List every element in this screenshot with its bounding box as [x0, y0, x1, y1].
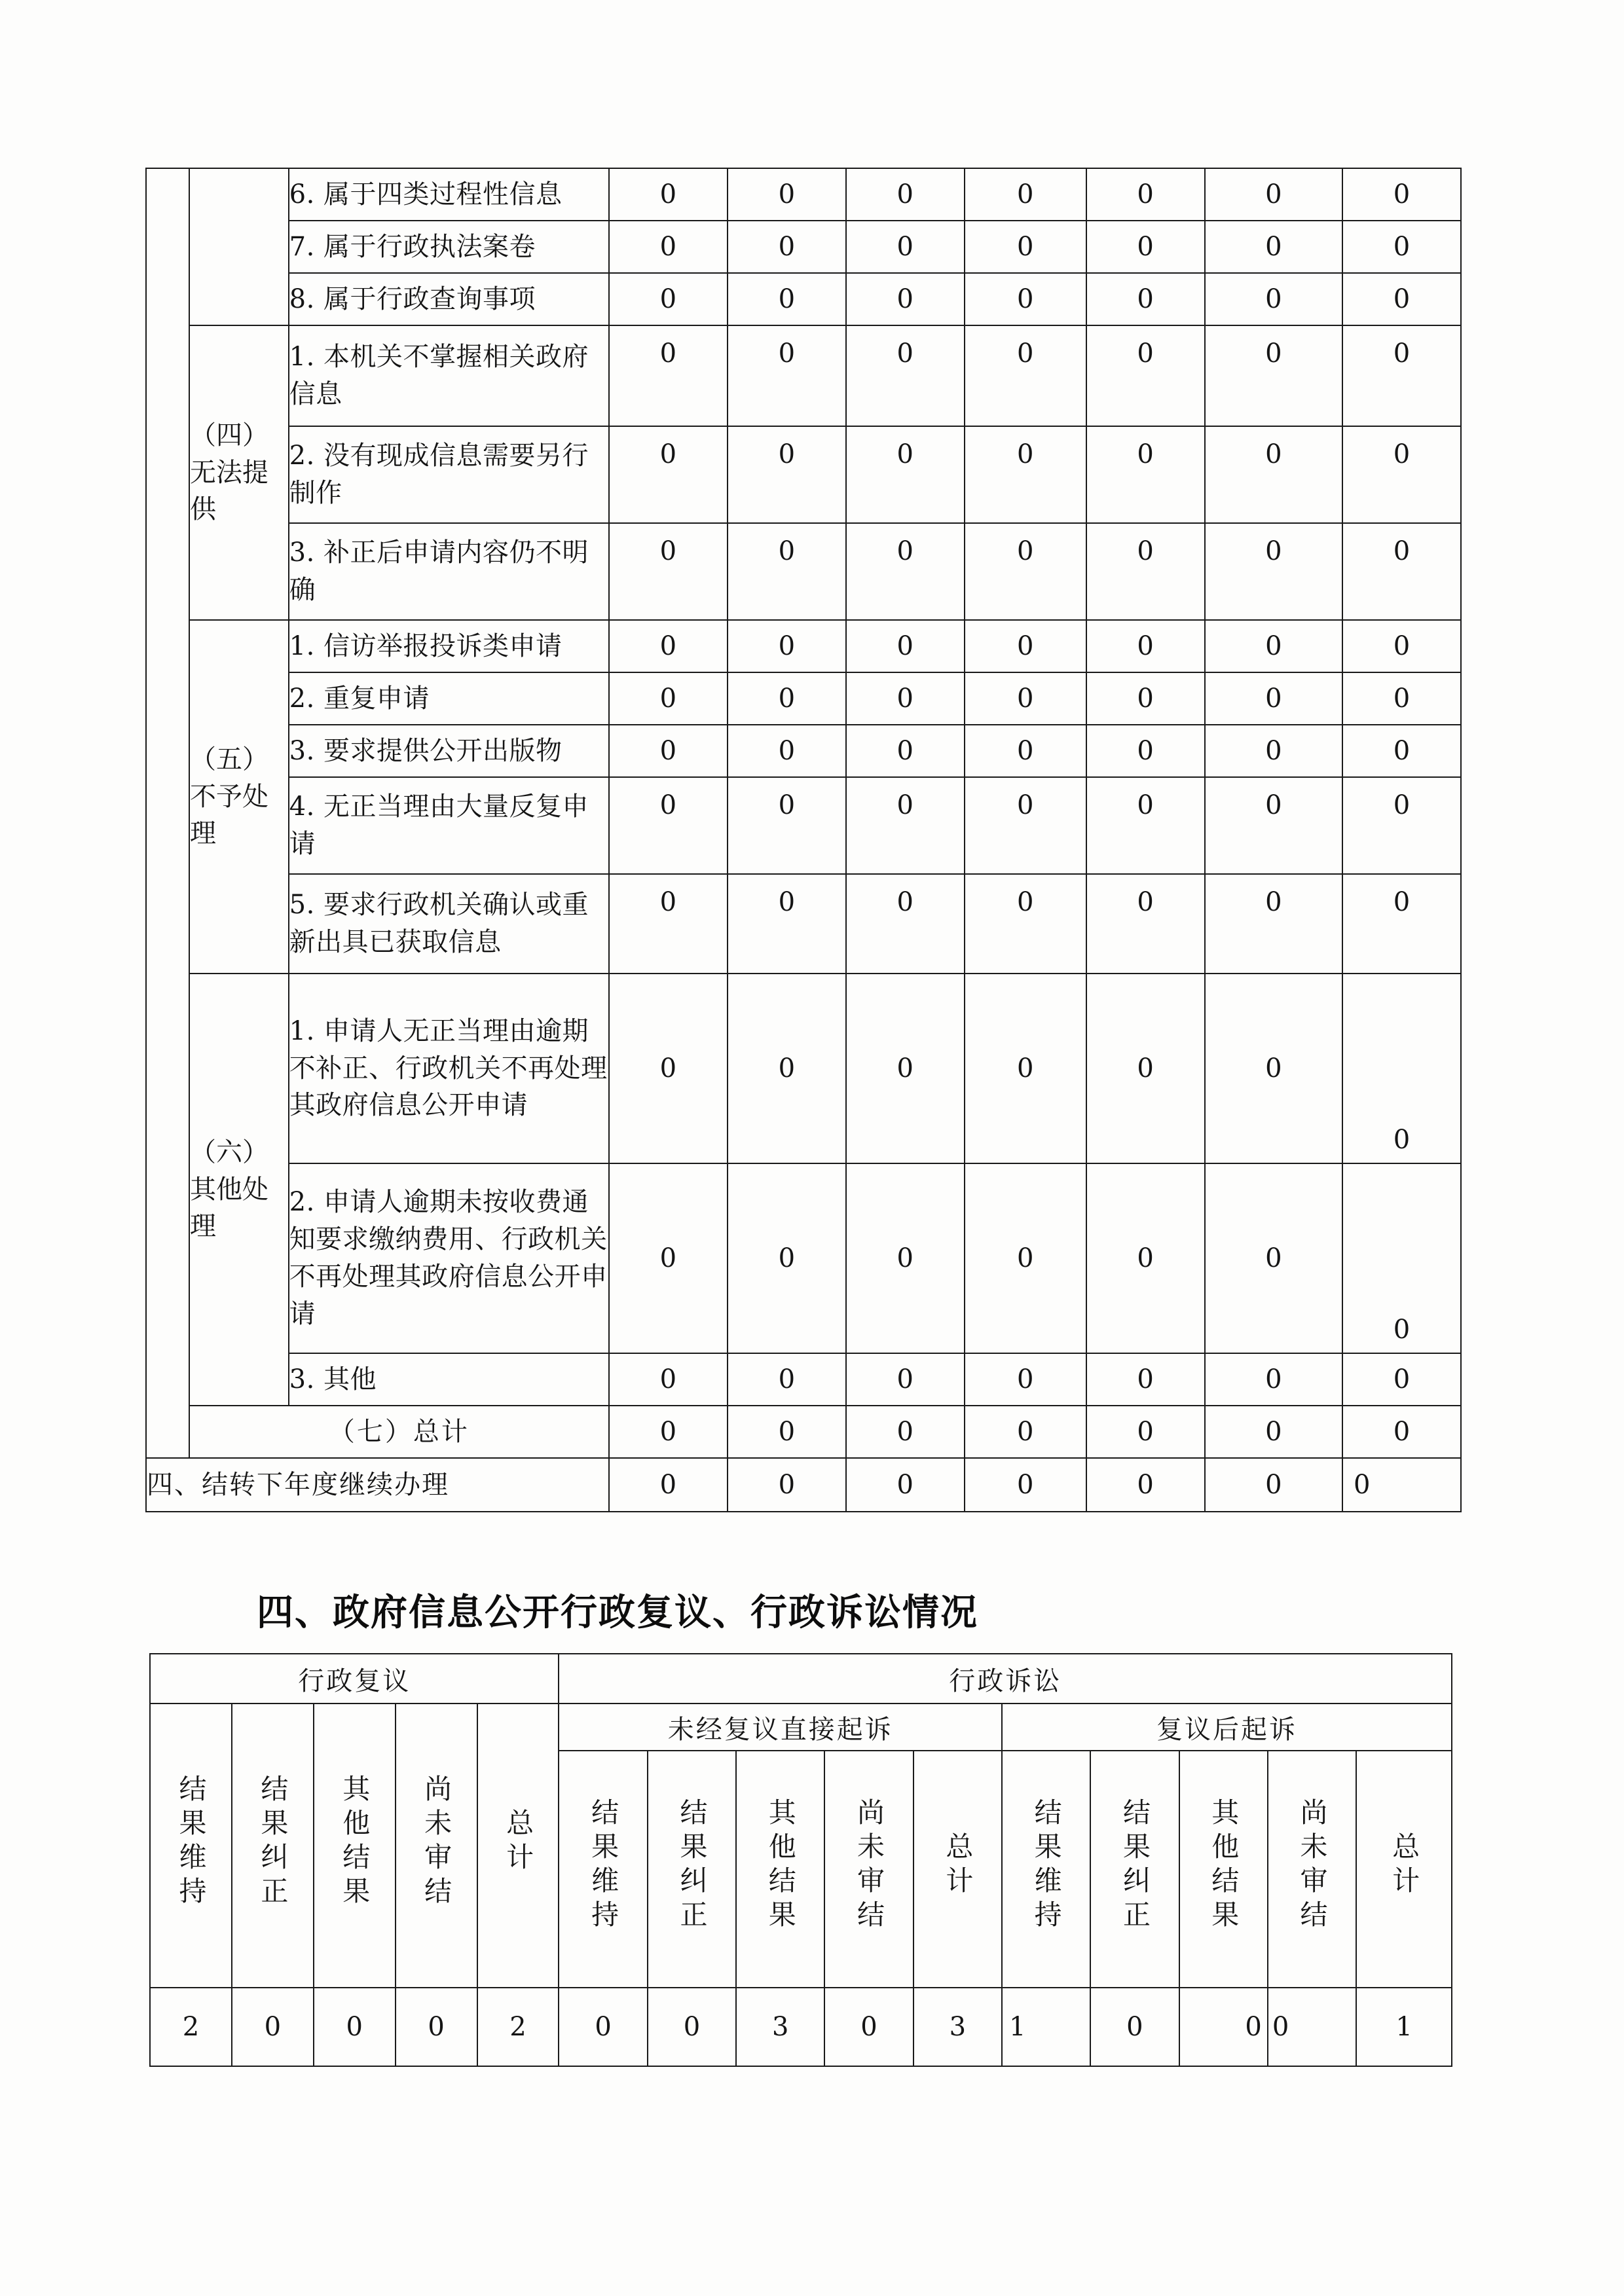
value-cell: 0 [1342, 1353, 1461, 1406]
value-cell: 0 [1342, 1163, 1461, 1353]
value-cell: 0 [1205, 325, 1342, 426]
request-handling-table-container [145, 168, 1462, 1512]
value-cell: 0 [965, 426, 1086, 523]
value-cell: 0 [1342, 1406, 1461, 1458]
value-cell: 0 [1342, 672, 1461, 725]
value-cell: 0 [1342, 325, 1461, 426]
value-cell: 0 [1086, 523, 1205, 620]
table-row-carryover [146, 1458, 1461, 1512]
value-cell: 2 [477, 1988, 559, 2066]
value-cell: 0 [846, 523, 965, 620]
value-cell: 0 [728, 1353, 846, 1406]
row-label: 1. 申请人无正当理由逾期不补正、行政机关不再处理其政府信息公开申请 [289, 974, 609, 1163]
value-cell: 0 [965, 1406, 1086, 1458]
value-cell: 0 [728, 874, 846, 974]
value-cell: 0 [728, 672, 846, 725]
value-cell: 0 [609, 1406, 728, 1458]
col-header-11: 结果纠正 [1090, 1751, 1179, 1988]
row-label: 5. 要求行政机关确认或重新出具已获取信息 [289, 874, 609, 974]
value-cell: 0 [1205, 777, 1342, 874]
value-cell: 0 [1086, 325, 1205, 426]
col-header-0: 结果维持 [150, 1704, 232, 1988]
row-label: 2. 申请人逾期未按收费通知要求缴纳费用、行政机关不再处理其政府信息公开申请 [289, 1163, 609, 1353]
value-cell: 3 [913, 1988, 1002, 2066]
value-cell: 0 [232, 1988, 314, 2066]
value-cell: 0 [1086, 1353, 1205, 1406]
value-cell: 0 [728, 221, 846, 273]
value-cell: 0 [965, 168, 1086, 221]
value-cell: 0 [1090, 1988, 1179, 2066]
value-cell: 0 [846, 426, 965, 523]
value-cell: 0 [728, 620, 846, 672]
table-row [146, 672, 1461, 725]
value-cell: 0 [846, 1163, 965, 1353]
row-label: 3. 补正后申请内容仍不明确 [289, 523, 609, 620]
value-cell: 1 [1002, 1988, 1090, 2066]
col-header-2: 其他结果 [314, 1704, 396, 1988]
value-cell: 0 [609, 1458, 728, 1512]
value-cell: 0 [609, 620, 728, 672]
value-cell: 0 [648, 1988, 736, 2066]
col-header-5: 结果维持 [559, 1751, 647, 1988]
col-header-13: 尚未审结 [1268, 1751, 1356, 1988]
value-cell: 0 [965, 273, 1086, 325]
value-cell: 0 [1205, 1353, 1342, 1406]
value-cell: 3 [736, 1988, 824, 2066]
group-header-reconsideration: 行政复议 [150, 1654, 559, 1704]
group-label-qitachuli: （六）其他处理 [189, 974, 289, 1406]
row-label-carryover: 四、结转下年度继续办理 [146, 1458, 609, 1512]
value-cell: 0 [846, 777, 965, 874]
value-cell: 0 [1205, 426, 1342, 523]
value-cell: 0 [965, 777, 1086, 874]
value-cell: 0 [609, 1163, 728, 1353]
value-cell: 0 [1086, 1406, 1205, 1458]
row-label: 8. 属于行政查询事项 [289, 273, 609, 325]
col-header-9: 总计 [913, 1751, 1002, 1988]
value-cell: 0 [965, 1163, 1086, 1353]
section-heading: 四、政府信息公开行政复议、行政诉讼情况 [257, 1592, 978, 1634]
col-header-4: 总计 [477, 1704, 559, 1988]
table-row [146, 974, 1461, 1163]
value-cell: 0 [728, 777, 846, 874]
value-cell: 0 [965, 221, 1086, 273]
value-cell: 0 [846, 1406, 965, 1458]
value-cell: 0 [609, 1353, 728, 1406]
value-cell: 0 [1086, 221, 1205, 273]
value-cell: 0 [1179, 1988, 1268, 2066]
value-cell: 0 [1205, 1163, 1342, 1353]
col-header-10: 结果维持 [1002, 1751, 1090, 1988]
value-cell: 0 [1086, 273, 1205, 325]
row-label: 2. 重复申请 [289, 672, 609, 725]
value-cell: 0 [1205, 974, 1342, 1163]
value-cell: 0 [1086, 777, 1205, 874]
value-cell: 0 [609, 426, 728, 523]
table-row [146, 1163, 1461, 1353]
table-sub-header-row [150, 1704, 1452, 1751]
value-cell: 1 [1356, 1988, 1452, 2066]
value-cell: 0 [609, 221, 728, 273]
outer-spine-cell [146, 168, 189, 1458]
value-cell: 0 [1342, 426, 1461, 523]
value-cell: 0 [559, 1988, 647, 2066]
value-cell: 0 [1086, 1163, 1205, 1353]
value-cell: 0 [824, 1988, 913, 2066]
value-cell: 0 [965, 325, 1086, 426]
sub-header-direct-litigation: 未经复议直接起诉 [559, 1704, 1001, 1751]
value-cell: 0 [965, 974, 1086, 1163]
value-cell: 0 [609, 168, 728, 221]
value-cell: 0 [1086, 672, 1205, 725]
row-label: 1. 本机关不掌握相关政府信息 [289, 325, 609, 426]
col-header-6: 结果纠正 [648, 1751, 736, 1988]
value-cell: 0 [1086, 725, 1205, 777]
value-cell: 0 [314, 1988, 396, 2066]
col-header-7: 其他结果 [736, 1751, 824, 1988]
table-row [146, 523, 1461, 620]
row-label: 1. 信访举报投诉类申请 [289, 620, 609, 672]
value-cell: 0 [1205, 168, 1342, 221]
value-cell: 0 [965, 874, 1086, 974]
value-cell: 0 [846, 1353, 965, 1406]
table-row [146, 221, 1461, 273]
group-label-buyuchuli: （五）不予处理 [189, 620, 289, 974]
row-label: 6. 属于四类过程性信息 [289, 168, 609, 221]
value-cell: 0 [846, 974, 965, 1163]
col-header-3: 尚未审结 [396, 1704, 477, 1988]
row-label: 4. 无正当理由大量反复申请 [289, 777, 609, 874]
value-cell: 0 [609, 672, 728, 725]
value-cell: 0 [1205, 672, 1342, 725]
value-cell: 0 [728, 1406, 846, 1458]
value-cell: 0 [609, 523, 728, 620]
value-cell: 0 [1342, 221, 1461, 273]
table-group-header-row [150, 1654, 1452, 1704]
value-cell: 0 [1205, 1406, 1342, 1458]
col-header-8: 尚未审结 [824, 1751, 913, 1988]
table-row [146, 325, 1461, 426]
col-header-1: 结果纠正 [232, 1704, 314, 1988]
value-cell: 0 [965, 672, 1086, 725]
value-cell: 0 [1086, 874, 1205, 974]
value-cell: 0 [728, 725, 846, 777]
value-cell: 0 [1342, 777, 1461, 874]
table-row [146, 725, 1461, 777]
value-cell: 0 [1342, 620, 1461, 672]
value-cell: 0 [846, 273, 965, 325]
table-row [146, 168, 1461, 221]
value-cell: 0 [1205, 221, 1342, 273]
table-row [146, 777, 1461, 874]
value-cell: 0 [965, 1353, 1086, 1406]
value-cell: 0 [609, 273, 728, 325]
value-cell: 0 [1086, 168, 1205, 221]
value-cell: 0 [396, 1988, 477, 2066]
value-cell: 0 [609, 725, 728, 777]
table-row [146, 620, 1461, 672]
group-header-litigation: 行政诉讼 [559, 1654, 1452, 1704]
value-cell: 0 [728, 273, 846, 325]
value-cell: 0 [1086, 1458, 1205, 1512]
value-cell: 0 [728, 974, 846, 1163]
table-data-row [150, 1988, 1452, 2066]
group-label-wufatigong: （四）无法提供 [189, 325, 289, 620]
value-cell: 0 [728, 325, 846, 426]
value-cell: 0 [1342, 1458, 1461, 1512]
value-cell: 0 [1086, 426, 1205, 523]
value-cell: 0 [846, 325, 965, 426]
value-cell: 0 [609, 974, 728, 1163]
row-label: 3. 其他 [289, 1353, 609, 1406]
value-cell: 0 [1342, 273, 1461, 325]
value-cell: 0 [1205, 725, 1342, 777]
col-header-14: 总计 [1356, 1751, 1452, 1988]
value-cell: 0 [1205, 620, 1342, 672]
value-cell: 0 [846, 1458, 965, 1512]
value-cell: 0 [1205, 1458, 1342, 1512]
row-label: 2. 没有现成信息需要另行制作 [289, 426, 609, 523]
value-cell: 0 [1342, 874, 1461, 974]
value-cell: 0 [1205, 874, 1342, 974]
value-cell: 0 [728, 1163, 846, 1353]
value-cell: 0 [965, 1458, 1086, 1512]
value-cell: 0 [965, 725, 1086, 777]
table-row [146, 874, 1461, 974]
value-cell: 0 [1086, 620, 1205, 672]
row-label: 7. 属于行政执法案卷 [289, 221, 609, 273]
col-header-12: 其他结果 [1179, 1751, 1268, 1988]
value-cell: 0 [1342, 523, 1461, 620]
value-cell: 0 [609, 325, 728, 426]
group-label-continuation [189, 168, 289, 325]
value-cell: 0 [728, 426, 846, 523]
value-cell: 0 [846, 672, 965, 725]
value-cell: 0 [728, 1458, 846, 1512]
review-litigation-table [149, 1653, 1452, 2067]
value-cell: 0 [846, 874, 965, 974]
value-cell: 0 [1205, 273, 1342, 325]
table-row [146, 426, 1461, 523]
value-cell: 0 [965, 523, 1086, 620]
value-cell: 0 [1342, 168, 1461, 221]
review-litigation-table-container [149, 1653, 1452, 2067]
value-cell: 0 [965, 620, 1086, 672]
request-handling-table [145, 168, 1462, 1512]
sub-header-after-reconsideration: 复议后起诉 [1002, 1704, 1452, 1751]
row-label: 3. 要求提供公开出版物 [289, 725, 609, 777]
value-cell: 0 [1268, 1988, 1356, 2066]
value-cell: 0 [1205, 523, 1342, 620]
value-cell: 0 [846, 725, 965, 777]
table-row [146, 1353, 1461, 1406]
value-cell: 0 [846, 221, 965, 273]
value-cell: 0 [1342, 974, 1461, 1163]
value-cell: 0 [728, 168, 846, 221]
value-cell: 0 [728, 523, 846, 620]
row-label-total: （七）总计 [189, 1406, 609, 1458]
table-row [146, 273, 1461, 325]
value-cell: 0 [609, 874, 728, 974]
value-cell: 2 [150, 1988, 232, 2066]
value-cell: 0 [846, 620, 965, 672]
value-cell: 0 [609, 777, 728, 874]
value-cell: 0 [1086, 974, 1205, 1163]
value-cell: 0 [846, 168, 965, 221]
value-cell: 0 [1342, 725, 1461, 777]
table-row-total [146, 1406, 1461, 1458]
